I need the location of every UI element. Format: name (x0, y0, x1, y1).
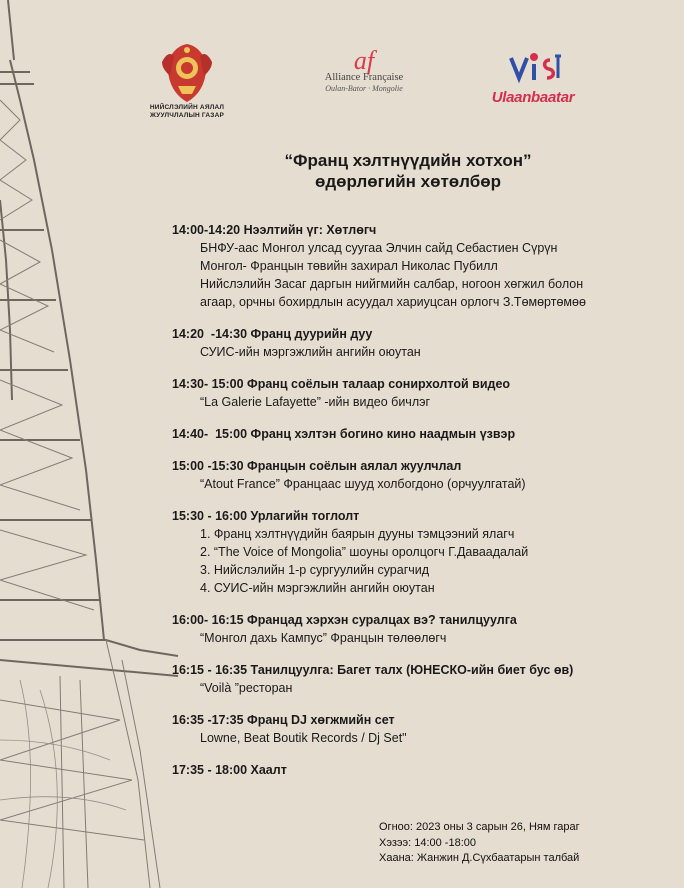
slot-detail: “Монгол дахь Кампус” Францын төлөөлөгч (200, 631, 447, 645)
slot-detail: Нийслэлийн Засаг даргын нийгмийн салбар, ногоон хөгжил болон (200, 277, 584, 291)
af-subtitle: Oulan-Bator · Mongolie (325, 84, 403, 93)
slot-header: 15:30 - 16:00 Урлагийн тоглолт (172, 509, 360, 523)
slot-detail: “Voilà ”ресторан (200, 681, 293, 695)
page-title (238, 150, 578, 192)
city-tourism-logo (146, 42, 228, 120)
program-slot (172, 221, 672, 311)
program-slot (172, 661, 672, 697)
slot-detail: 2. “The Voice of Mongolia” шоуны оролцогч Г.Даваадалай (200, 545, 529, 559)
program-slot (172, 711, 672, 747)
program-slot (172, 375, 672, 411)
program-slot (172, 507, 672, 597)
slot-detail: СУИС-ийн мэргэжлийн ангийн оюутан (200, 345, 421, 359)
slot-header: 14:00-14:20 Нээлтийн үг: Хөтлөгч (172, 223, 377, 237)
slot-header: 15:00 -15:30 Францын соёлын аялал жуулчлал (172, 459, 462, 473)
title-line-2: өдөрлөгийн хөтөлбөр (314, 172, 502, 191)
slot-header: 14:20 -14:30 Франц дуурийн дуу (172, 327, 373, 341)
slot-header: 16:35 -17:35 Франц DJ хөгжмийн сет (172, 713, 395, 727)
event-date: Огноо: 2023 оны 3 сарын 26, Ням гараг (379, 821, 580, 833)
slot-detail: Монгол- Францын төвийн захирал Николас Пубилл (200, 259, 498, 273)
slot-header: 17:35 - 18:00 Хаалт (172, 763, 287, 777)
slot-header: 16:00- 16:15 Францад хэрхэн суралцах вэ? танилцуулга (172, 613, 517, 627)
visit-ulaanbaatar-logo (484, 48, 582, 106)
alliance-francaise-logo (312, 46, 416, 94)
title-line-1: “Франц хэлтнүүдийн хотхон” (284, 151, 532, 170)
af-monogram: af (353, 46, 375, 75)
slot-detail: Lowne, Beat Boutik Records / Dj Set" (200, 731, 407, 745)
visit-tagline: Ulaanbaatar (491, 89, 575, 106)
city-logo-line2: ЖУУЛЧЛАЛЫН ГАЗАР (149, 112, 225, 119)
slot-detail: агаар, орчны бохирдлын асуудал хариуцсан орлогч З.Төмөртөмөө (200, 295, 586, 309)
program-slot (172, 425, 672, 443)
slot-detail: 3. Нийслэлийн 1-р сургуулийн сурагчид (200, 563, 430, 577)
slot-detail: “La Galerie Lafayette” -ийн видео бичлэг (200, 395, 431, 409)
program-slot (172, 457, 672, 493)
program-schedule (172, 221, 672, 793)
program-slot (172, 325, 672, 361)
event-info (379, 820, 679, 867)
af-name: Alliance Française (324, 72, 404, 83)
slot-detail: БНФУ-аас Монгол улсад суугаа Элчин сайд Себастиен Сүрүн (200, 241, 558, 255)
slot-header: 16:15 - 16:35 Танилцуулга: Багет талх (ЮНЕСКО-ийн биет бус өв) (172, 663, 574, 677)
city-logo-line1: НИЙСЛЭЛИЙН АЯЛАЛ (149, 104, 225, 111)
slot-header: 14:30- 15:00 Франц соёлын талаар сонирхолтой видео (172, 377, 511, 391)
slot-header: 14:40- 15:00 Франц хэлтэн богино кино наадмын үзвэр (172, 427, 516, 441)
city-emblem-icon (158, 42, 216, 104)
event-place: Хаана: Жанжин Д.Сүхбаатарын талбай (379, 852, 580, 864)
program-slot (172, 611, 672, 647)
program-slot (172, 761, 672, 779)
slot-detail: 1. Франц хэлтнүүдийн баярын дууны тэмцээний ялагч (200, 527, 515, 541)
slot-detail: “Atout France” Францаас шууд холбогдоно (орчуулгатай) (200, 477, 526, 491)
visit-mark-icon (503, 48, 563, 86)
event-time: Хэзээ: 14:00 -18:00 (379, 836, 476, 849)
slot-detail: 4. СУИС-ийн мэргэжлийн ангийн оюутан (200, 581, 435, 595)
